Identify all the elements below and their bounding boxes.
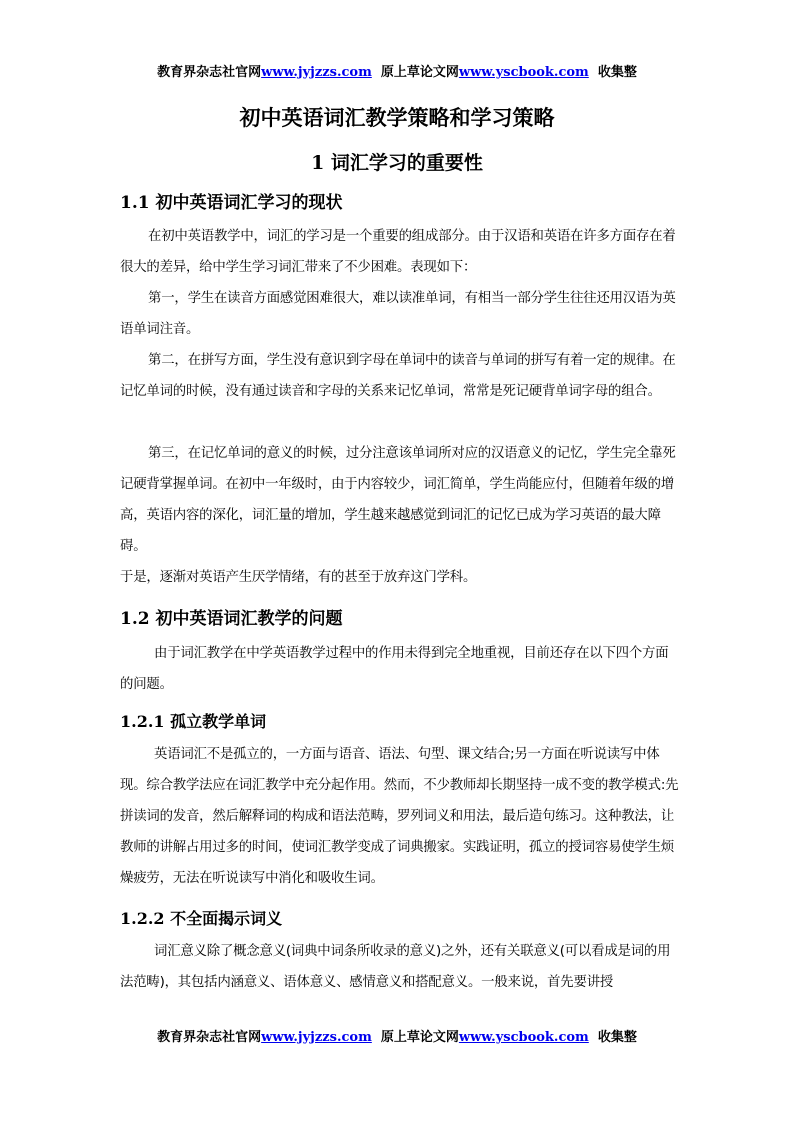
paragraph: 在初中英语教学中，词汇的学习是一个重要的组成部分。由于汉语和英语在许多方面存在着很大的差异，给中学生学习词汇带来了不少困难。表现如下： <box>120 229 676 275</box>
section-heading-1-2-1: 1.2.1 孤立教学单词 <box>120 712 267 731</box>
header-site-name-2: 原上草论文网 <box>380 65 459 80</box>
page-footer <box>0 1026 794 1045</box>
paragraph: 英语词汇不是孤立的，一方面与语音、语法、句型、课文结合;另一方面在听说读写中体现。综合教学法应在词汇教学中充分起作用。然而，不少教师却长期坚持一成不变的教学模式:先拼读词的发音，然后解释词的构成和语法范畴，罗列词义和用法，最后造句练习。这种教法，让教师的讲解占用过多的时间，使词汇教学变成了词典搬家。实践证明，孤立的授词容易使学生烦燥疲劳，无法在听说读写中消化和吸收生词。 <box>120 747 679 886</box>
paragraph: 第一，学生在读音方面感觉困难很大，难以读准单词，有相当一部分学生往往还用汉语为英语单词注音。 <box>120 291 676 337</box>
header-site-name: 教育界杂志社官网 <box>157 65 262 80</box>
footer-site-name-2: 原上草论文网 <box>380 1030 459 1045</box>
paragraph: 第二，在拼写方面，学生没有意识到字母在单词中的读音与单词的拼写有着一定的规律。在记忆单词的时候，没有通过读音和字母的关系来记忆单词，常常是死记硬背单词字母的组合。 <box>120 353 676 399</box>
paragraph: 由于词汇教学在中学英语教学过程中的作用未得到完全地重视，目前还存在以下四个方面的问题。 <box>120 646 669 692</box>
section-heading-1: 1 词汇学习的重要性 <box>311 152 483 174</box>
header-link-jyjzzs[interactable]: www.jyjzzs.com <box>261 65 372 80</box>
paragraph: 词汇意义除了概念意义(词典中词条所收录的意义)之外，还有关联意义(可以看成是词的用法范畴)，其包括内涵意义、语体意义、感情意义和搭配意义。一般来说，首先要讲授 <box>120 944 671 990</box>
section-heading-1-1: 1.1 初中英语词汇学习的现状 <box>120 193 343 213</box>
header-suffix: 收集整 <box>597 65 637 80</box>
footer-site-name: 教育界杂志社官网 <box>157 1030 262 1045</box>
section-heading-1-2: 1.2 初中英语词汇教学的问题 <box>120 609 343 629</box>
page-header <box>0 61 794 80</box>
paragraph: 于是，逐渐对英语产生厌学情绪，有的甚至于放弃这门学科。 <box>120 570 477 585</box>
footer-suffix: 收集整 <box>597 1030 637 1045</box>
footer-link-yscbook[interactable]: www.yscbook.com <box>458 1030 589 1045</box>
footer-link-jyjzzs[interactable]: www.jyjzzs.com <box>261 1030 372 1045</box>
paragraph: 第三，在记忆单词的意义的时候，过分注意该单词所对应的汉语意义的记忆，学生完全靠死记硬背掌握单词。在初中一年级时，由于内容较少，词汇简单，学生尚能应付，但随着年级的增高，英语内容的深化，词汇量的增加，学生越来越感觉到词汇的记忆已成为学习英语的最大障碍。 <box>120 446 676 554</box>
document-title: 初中英语词汇教学策略和学习策略 <box>239 105 555 130</box>
section-heading-1-2-2: 1.2.2 不全面揭示词义 <box>120 909 283 928</box>
header-link-yscbook[interactable]: www.yscbook.com <box>458 65 589 80</box>
